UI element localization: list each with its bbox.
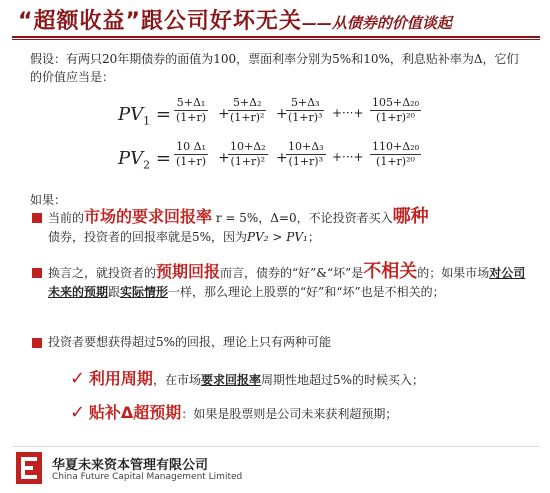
check-icon: ✓ bbox=[70, 368, 86, 389]
fraction-term: $\frac{\text{5+Δ₃}}{\text{(1+r)³}}$ bbox=[288, 96, 323, 124]
formula-pv2: $PV_2$ = $\frac{\text{10 Δ₁}}{(1+r)}$ + $\frac{\text{10+Δ₂}}{\text{(1+r)²}}$ + $\frac{\text{10+Δ₃}}{\text{(1+r)³}}$ +···+ $\frac{\text{110+Δ₂₀}}{\text{(1+r)²⁰}}$ bbox=[118, 140, 419, 172]
option-surprise: ✓ 贴补Δ超预期：如果是股票则是公司未来获利超预期； bbox=[70, 402, 398, 423]
fraction-term: $\frac{\text{110+Δ₂₀}}{\text{(1+r)²⁰}}$ bbox=[372, 140, 419, 168]
fraction-term: $\frac{\text{105+Δ₂₀}}{\text{(1+r)²⁰}}$ bbox=[372, 96, 419, 124]
title-rule bbox=[12, 36, 540, 38]
bullet-square bbox=[32, 268, 42, 278]
footer-divider bbox=[12, 446, 540, 447]
paragraph-two-ways: 投资者要想获得超过5%的回报，理论上只有两种可能 bbox=[48, 335, 332, 349]
formula-lhs: $PV_1$ = bbox=[118, 104, 171, 128]
intro-text: 假设：有两只20年期债券的面值为100，票面利率分别为5%和10%，利息贴补率为Δ，它们的价值应当是： bbox=[30, 52, 519, 84]
fraction-term: $\frac{\text{5+Δ₂}}{\text{(1+r)²}}$ bbox=[230, 96, 265, 124]
company-name-en: China Future Capital Management Limited bbox=[52, 472, 243, 482]
formula-lhs: $PV_2$ = bbox=[118, 148, 171, 172]
ellipsis: +···+ bbox=[332, 106, 364, 120]
if-label: 如果： bbox=[30, 193, 67, 207]
bullet-square bbox=[32, 213, 42, 223]
check-icon: ✓ bbox=[70, 402, 86, 423]
option-cycle: ✓ 利用周期，在市场要求回报率周期性地超过5%的时候买入； bbox=[70, 368, 425, 389]
title-main: “超额收益”跟公司好坏无关 bbox=[18, 9, 302, 34]
bullet-square bbox=[32, 338, 42, 348]
ellipsis: +···+ bbox=[332, 150, 364, 164]
slide-title bbox=[18, 4, 538, 36]
fraction-term: $\frac{\text{10 Δ₁}}{(1+r)}$ bbox=[176, 140, 207, 168]
paragraph-expected-return: 换言之，就投资者的预期回报而言，债券的“好”&“坏”是不相关的；如果市场对公司未来的预期跟实际情形一样，那么理论上股票的“好”和“坏”也是不相关的； bbox=[48, 261, 526, 299]
company-logo-icon bbox=[16, 452, 42, 484]
title-rule-thin bbox=[12, 39, 540, 40]
fraction-term: $\frac{\text{5+Δ₁}}{(1+r)}$ bbox=[176, 96, 207, 124]
title-sub: ——从债券的价值谈起 bbox=[301, 14, 452, 32]
fraction-term: $\frac{\text{10+Δ₂}}{\text{(1+r)²}}$ bbox=[230, 140, 266, 168]
company-name-cn: 华夏未来资本管理有限公司 bbox=[52, 458, 209, 473]
paragraph-market-return: 当前的市场的要求回报率 r = 5%，Δ=0，不论投资者买入哪种 债券，投资者的回报率就是5%，因为PV₂ > PV₁； bbox=[48, 206, 429, 244]
formula-pv1: $PV_1$ = $\frac{\text{5+Δ₁}}{(1+r)}$ + $\frac{\text{5+Δ₂}}{\text{(1+r)²}}$ + $\frac{\text{5+Δ₃}}{\text{(1+r)³}}$ +···+ $\frac{\text{105+Δ₂₀}}{\text{(1+r)²⁰}}$ bbox=[118, 96, 419, 128]
fraction-term: $\frac{\text{10+Δ₃}}{\text{(1+r)³}}$ bbox=[288, 140, 324, 168]
